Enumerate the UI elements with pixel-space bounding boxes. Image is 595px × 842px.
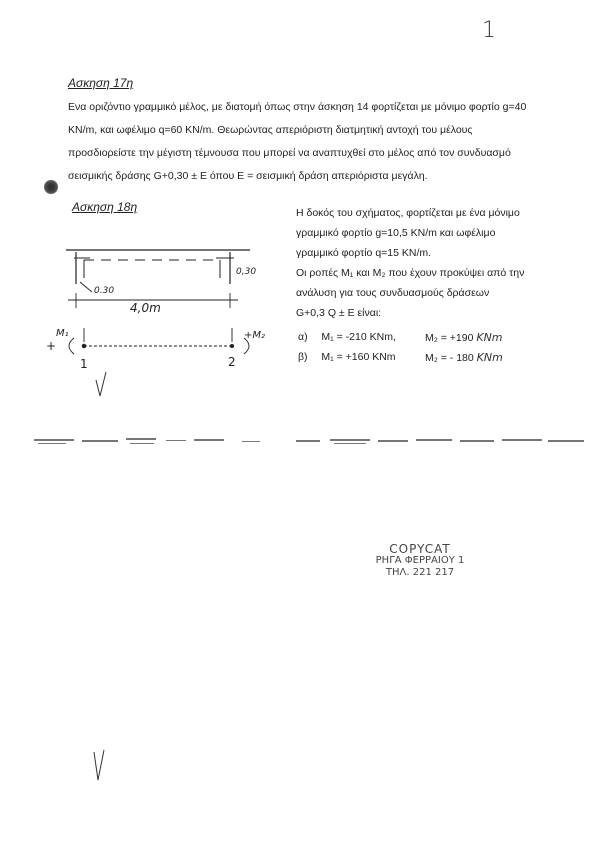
exercise-18-line: ανάλυση για τους συνδυασμούς δράσεων bbox=[296, 287, 490, 299]
node-2-label: 2 bbox=[228, 355, 236, 369]
hole-punch-mark bbox=[44, 180, 58, 194]
span-label: 4,0m bbox=[130, 301, 161, 315]
exercise-18-line: G+0,3 Q ± E είναι: bbox=[296, 307, 382, 319]
exercise-18-line: γραμμικό φορτίο q=15 KN/m. bbox=[296, 247, 432, 259]
node-1-label: 1 bbox=[80, 357, 88, 371]
option-m2: M₂ = +190 bbox=[425, 332, 477, 344]
option-b bbox=[298, 351, 396, 363]
exercise-18-text bbox=[296, 203, 525, 323]
m1-label: M₁ bbox=[56, 328, 69, 339]
exercise-17-text bbox=[68, 96, 536, 188]
scan-speckle bbox=[34, 438, 584, 444]
exercise-17-line: Ενα οριζόντιο γραμμικό μέλος, με διατομή όπως στην άσκηση 14 φορτίζεται με μόνιμο φορτίο g=40 bbox=[68, 101, 527, 113]
plus-sign-left: + bbox=[46, 339, 57, 353]
right-offset-label: 0,30 bbox=[236, 267, 257, 277]
m2-label: +M₂ bbox=[244, 330, 266, 341]
stamp-address: ΡΗΓΑ ΦΕΡΡΑΙΟΥ 1 bbox=[375, 555, 465, 566]
exercise-17-line: σεισμικής δράσης G+0,30 ± E όπου E = σεισμική δράση απεριόριστα μεγάλη. bbox=[68, 170, 428, 182]
exercise-17-line: KN/m, και ωφέλιμο q=60 KN/m. Θεωρώντας απεριόριστη διατμητική αντοχή του μέλους bbox=[68, 124, 473, 136]
stamp-phone: ΤΗΛ. 221 217 bbox=[385, 567, 455, 578]
option-a-m2 bbox=[425, 331, 503, 344]
option-m1: M₁ = -210 KNm, bbox=[321, 331, 396, 343]
beam-section-sketch bbox=[66, 250, 250, 284]
handwritten-unit: KNm bbox=[476, 351, 503, 364]
exercise-17-line: προσδιορείστε την μέγιστη τέμνουσα που μπορεί να αναπτυχθεί στο μέλος από τον συνδυασμό bbox=[68, 147, 511, 159]
exercise-17-title: Ασκηση 17η bbox=[68, 76, 134, 90]
page-number: 1 bbox=[482, 18, 496, 43]
check-mark-scribble bbox=[90, 748, 110, 784]
option-label: β) bbox=[298, 351, 308, 363]
exercise-18-line: Η δοκός του σχήματος, φορτίζεται με ένα μόνιμο bbox=[296, 207, 520, 219]
stamp-name: COPYCAT bbox=[389, 542, 451, 556]
handwritten-unit: KNm bbox=[476, 331, 503, 344]
option-b-m2 bbox=[425, 351, 503, 364]
option-m1: M₁ = +160 KNm bbox=[321, 351, 396, 363]
beam-axis bbox=[69, 328, 249, 354]
check-mark-scribble bbox=[96, 372, 106, 396]
copyshop-stamp bbox=[360, 543, 480, 579]
option-label: α) bbox=[298, 331, 308, 343]
exercise-18-title: Ασκηση 18η bbox=[72, 200, 138, 214]
left-offset-label: 0.30 bbox=[94, 286, 115, 296]
scan-noise-band bbox=[34, 434, 590, 450]
option-m2: M₂ = - 180 bbox=[425, 352, 477, 364]
beam-diagram bbox=[40, 238, 280, 398]
option-a bbox=[298, 331, 396, 343]
exercise-18-line: γραμμικό φορτίο g=10,5 KN/m και ωφέλιμο bbox=[296, 227, 496, 239]
exercise-18-line: Οι ροπές M₁ και M₂ που έχουν προκύψει από την bbox=[296, 267, 525, 279]
